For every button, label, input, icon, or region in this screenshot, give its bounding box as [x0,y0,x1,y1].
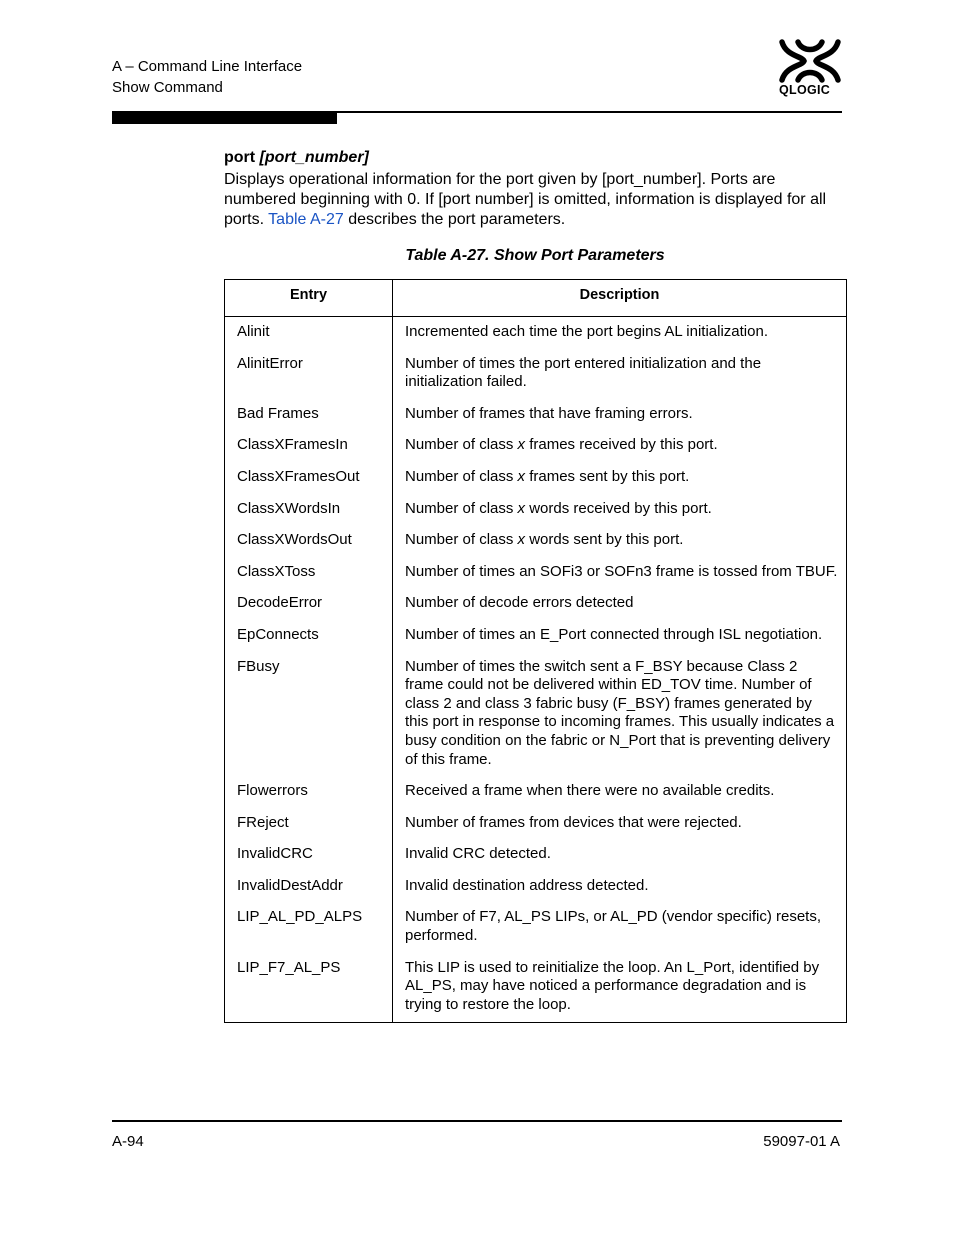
entry-cell: InvalidCRC [225,842,393,874]
table-row [225,874,847,906]
entry-cell: LIP_F7_AL_PS [225,956,393,1023]
description-variable: x [517,436,526,454]
description-cell: Number of decode errors detected [393,591,847,623]
logo-wordmark: QLOGIC [779,83,831,97]
table-row [225,779,847,811]
section-paragraph [224,170,844,230]
entry-cell: Flowerrors [225,779,393,811]
description-variable: x [517,467,526,485]
description-cell: Invalid CRC detected. [393,842,847,874]
entry-cell: Alinit [225,317,393,352]
entry-cell: AlinitError [225,352,393,402]
description-cell: Number of times an E_Port connected through ISL negotiation. [393,623,847,655]
table-row [225,655,847,780]
table-row [225,842,847,874]
table-row [225,465,847,497]
entry-cell: ClassXWordsIn [225,497,393,529]
document-number: 59097-01 A [763,1133,840,1150]
header-rule-bar [112,112,337,124]
section-title [224,149,369,167]
description-text: Number of class [405,467,518,485]
table-header-row [225,280,847,317]
entry-cell: InvalidDestAddr [225,874,393,906]
entry-cell: ClassXWordsOut [225,528,393,560]
table-row [225,591,847,623]
table-row [225,352,847,402]
table-row [225,623,847,655]
description-cell: Incremented each time the port begins AL initialization. [393,317,847,352]
description-cell: Invalid destination address detected. [393,874,847,906]
table-caption: Table A-27. Show Port Parameters [405,247,665,264]
entry-cell: ClassXFramesOut [225,465,393,497]
entry-cell: ClassXFramesIn [225,433,393,465]
table-row [225,811,847,843]
description-variable: x [517,531,526,549]
description-cell: Number of times an SOFi3 or SOFn3 frame is tossed from TBUF. [393,560,847,592]
description-text: Number of class [405,531,518,549]
entry-cell: DecodeError [225,591,393,623]
description-text-end: words sent by this port. [525,531,684,549]
table-row [225,317,847,352]
para-text: Displays operational information for the port given by [port_number]. Ports are numbered beginning with 0. If [port number] is omitted, information is displayed for all ports. [224,171,827,228]
description-cell [393,465,847,497]
para-text-end: describes the port parameters. [343,211,566,228]
description-cell: Number of F7, AL_PS LIPs, or AL_PD (vendor specific) resets, performed. [393,905,847,955]
description-cell [393,433,847,465]
description-cell [393,497,847,529]
entry-cell: ClassXToss [225,560,393,592]
table-row [225,560,847,592]
description-cell: Number of frames from devices that were rejected. [393,811,847,843]
header-section: Show Command [112,79,223,96]
column-header-entry: Entry [225,280,393,317]
description-cell: Received a frame when there were no available credits. [393,779,847,811]
port-parameters-table [224,279,847,1023]
description-text-end: frames sent by this port. [525,467,690,485]
description-cell: This LIP is used to reinitialize the loop. An L_Port, identified by AL_PS, may have noticed a performance degradation and is trying to restore the loop. [393,956,847,1023]
description-cell: Number of frames that have framing errors. [393,402,847,434]
column-header-description: Description [393,280,847,317]
section-title-argument: [port_number] [259,149,369,166]
section-title-command: port [224,149,260,166]
table-row [225,497,847,529]
table-row [225,956,847,1023]
table-reference-link[interactable]: Table A-27 [268,211,344,228]
entry-cell: LIP_AL_PD_ALPS [225,905,393,955]
description-cell [393,528,847,560]
description-cell: Number of times the port entered initialization and the initialization failed. [393,352,847,402]
description-variable: x [517,499,526,517]
description-text-end: words received by this port. [525,499,712,517]
entry-cell: Bad Frames [225,402,393,434]
description-text: Number of class [405,436,518,454]
description-text-end: frames received by this port. [525,436,718,454]
table-row [225,433,847,465]
footer-rule [112,1120,842,1122]
entry-cell: FReject [225,811,393,843]
table-row [225,905,847,955]
header-chapter: A – Command Line Interface [112,58,303,75]
entry-cell: EpConnects [225,623,393,655]
page-number: A-94 [112,1133,144,1150]
table-row [225,402,847,434]
table-row [225,528,847,560]
description-text: Number of class [405,499,518,517]
entry-cell: FBusy [225,655,393,780]
table-body [225,317,847,1023]
description-cell: Number of times the switch sent a F_BSY because Class 2 frame could not be delivered within ED_TOV time. Number of class 2 and class 3 fabric busy (F_BSY) frames generated by this port in response to incoming frames. This usually indicates a busy condition on the fabric or N_Port that is preventing delivery of this frame. [393,655,847,780]
